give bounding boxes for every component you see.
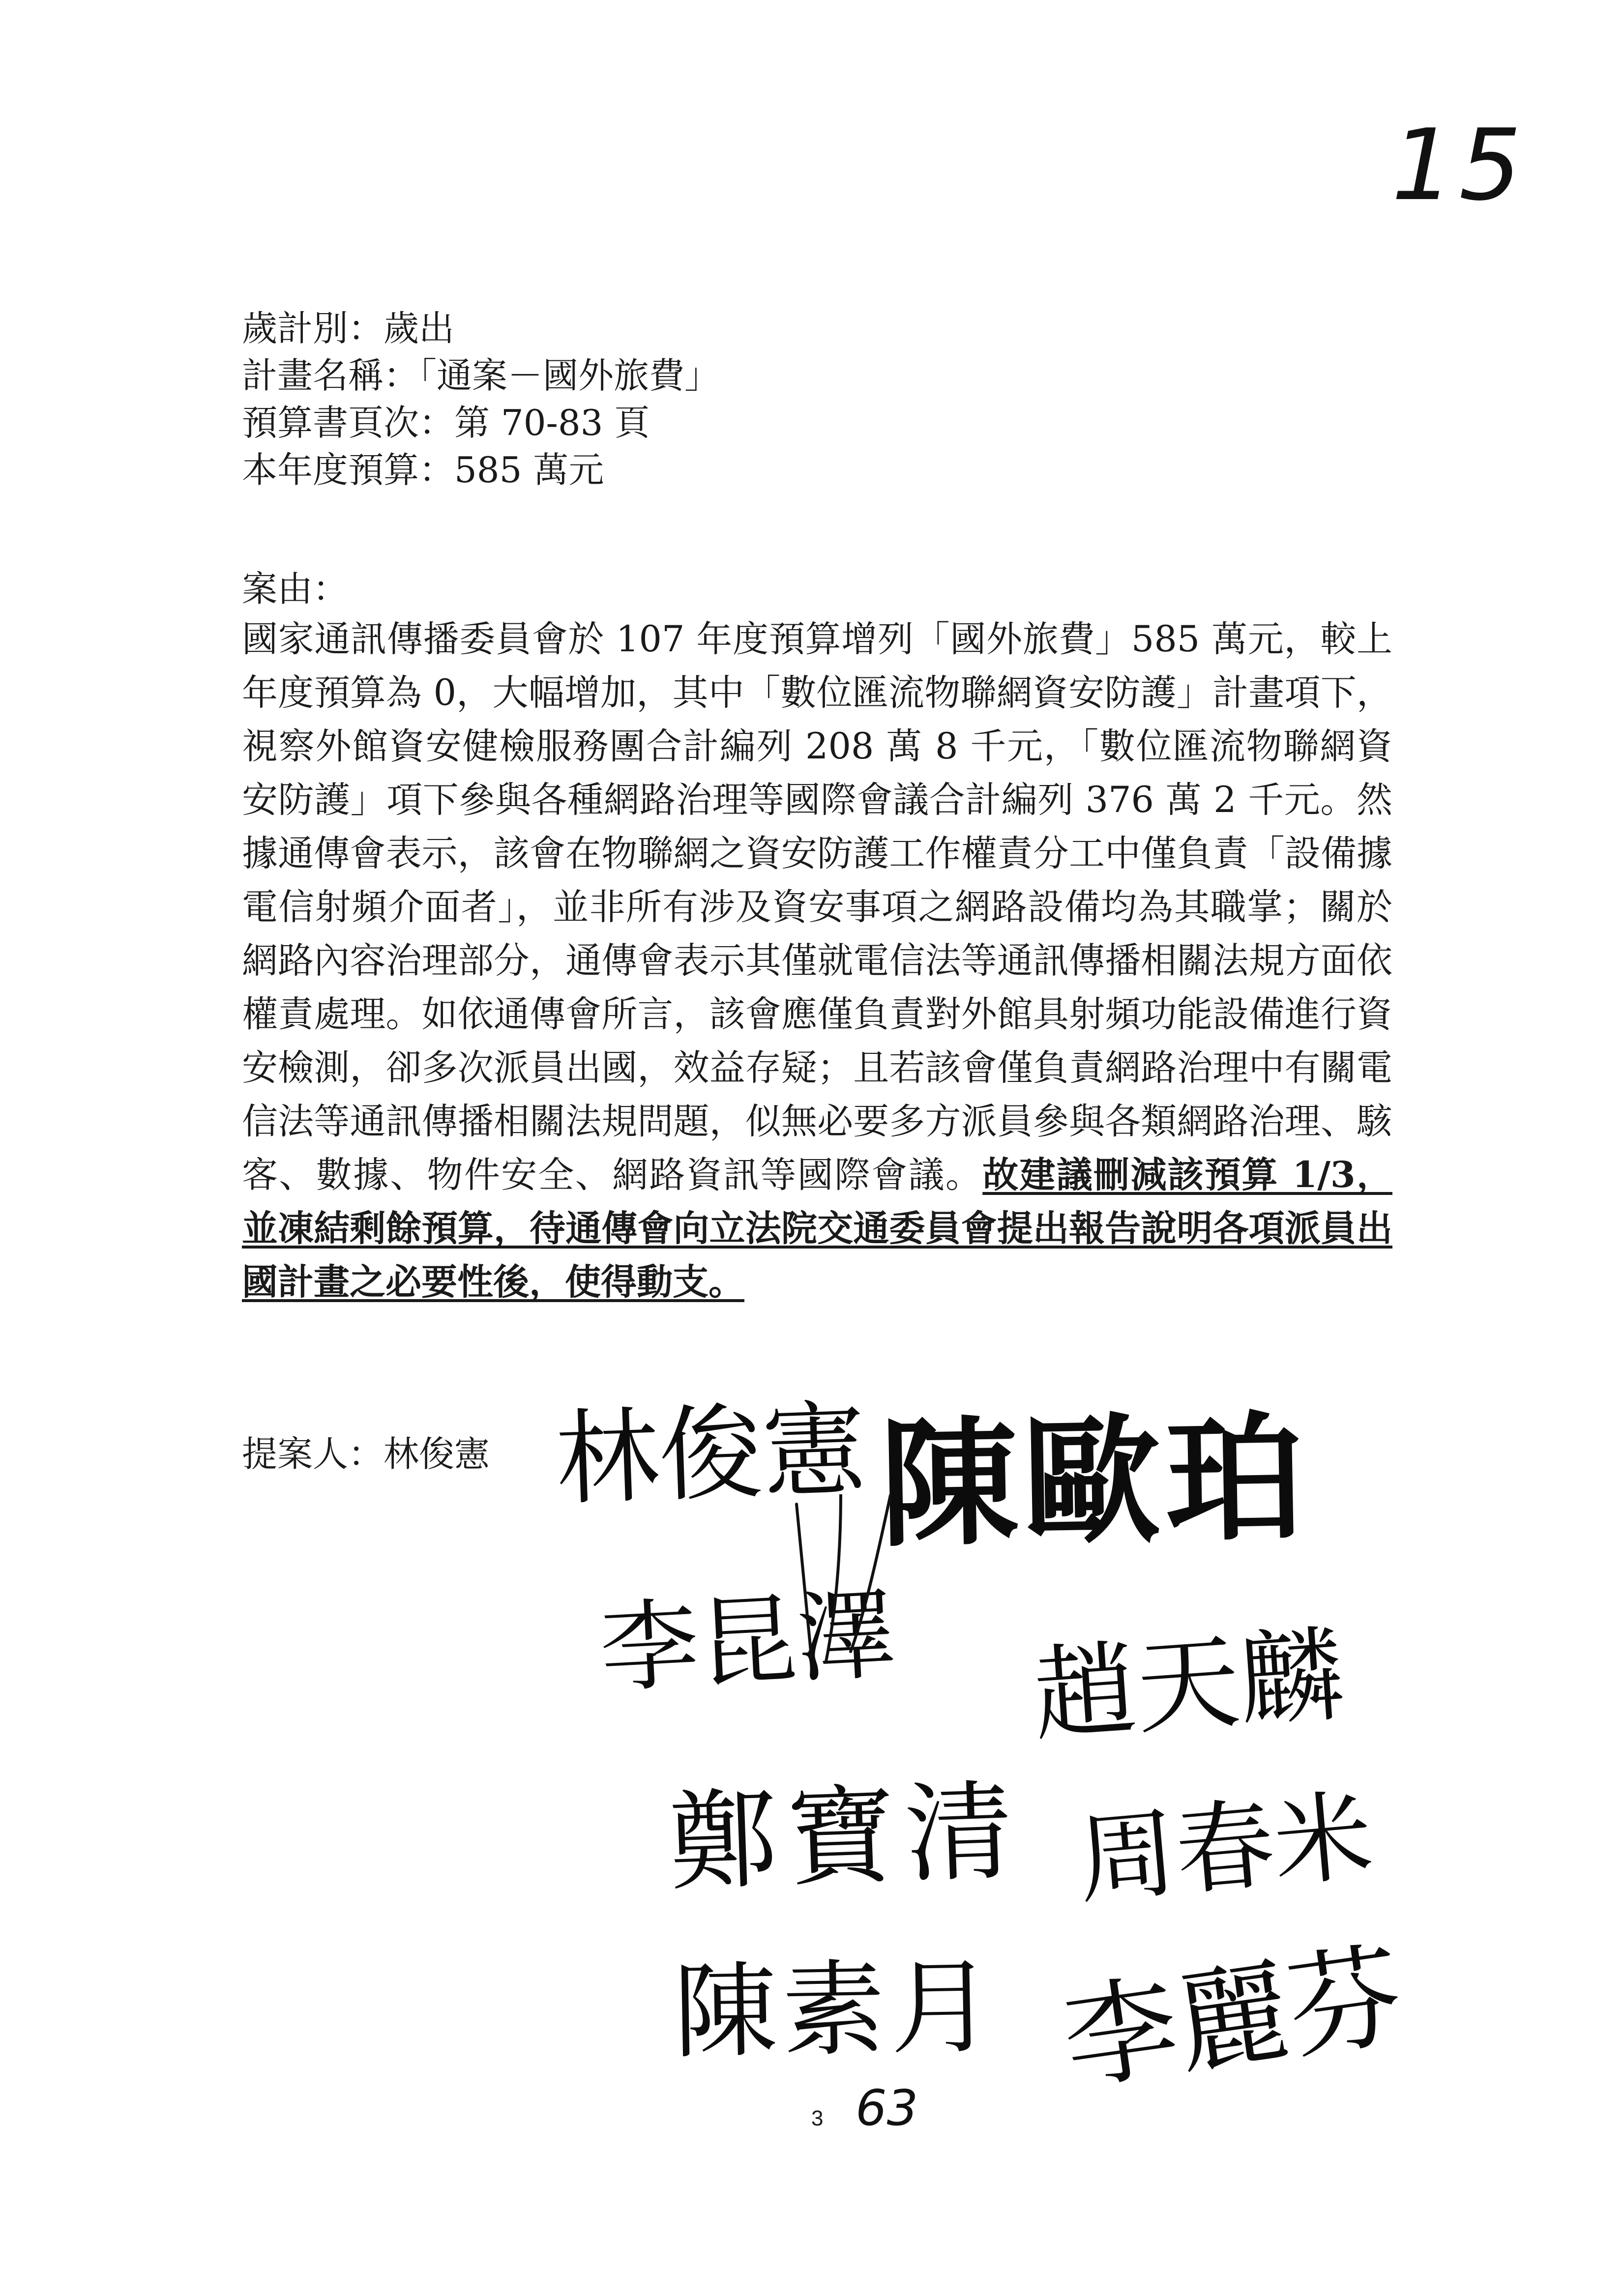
case-label: 案由： bbox=[242, 568, 349, 610]
plan-name: 計畫名稱：「通案－國外旅費」 bbox=[242, 355, 720, 396]
signature-2: 陳歐珀 bbox=[879, 1398, 1310, 1566]
signature-7: 陳素月 bbox=[673, 1947, 1000, 2073]
budget-category: 歲計別：歲出 bbox=[242, 308, 455, 349]
signature-3: 李昆澤 bbox=[597, 1577, 898, 1707]
signature-1: 林俊憲 bbox=[554, 1389, 868, 1520]
page-number: 3 bbox=[811, 2106, 824, 2130]
signature-stroke bbox=[767, 1494, 915, 1691]
signature-6: 周春米 bbox=[1073, 1778, 1377, 1918]
budget-book-pages: 預算書頁次：第 70-83 頁 bbox=[242, 402, 650, 443]
signature-4: 趙天麟 bbox=[1029, 1614, 1347, 1756]
proposer-label: 提案人：林俊憲 bbox=[242, 1433, 490, 1475]
case-body bbox=[242, 612, 1392, 1309]
handwritten-page-number: 15 bbox=[1391, 108, 1527, 223]
case-recommendation: 故建議刪減該預算 1/3，並凍結剩餘預算，待通傳會向立法院交通委員會提出報告說明各項派員出國計畫之必要性後，使得動支。 bbox=[242, 1154, 1392, 1303]
annual-budget: 本年度預算：585 萬元 bbox=[242, 449, 604, 491]
budget-metadata bbox=[242, 305, 1422, 494]
signature-8: 李麗芬 bbox=[1056, 1930, 1411, 2107]
signature-5: 鄭寶清 bbox=[667, 1768, 1025, 1906]
case-body-text: 國家通訊傳播委員會於 107 年度預算增列「國外旅費」585 萬元，較上年度預算為 0，大幅增加，其中「數位匯流物聯網資安防護」計畫項下，視察外館資安健檢服務團合計編列 208 萬 8 千元，「數位匯流物聯網資安防護」項下參與各種網路治理等國際會議合計編列 376 萬 2 千元。然據通傳會表示，該會在物聯網之資安防護工作權責分工中僅負責「設備據電信射頻介面者」，並非所有涉及資安事項之網路設備均為其職掌；關於網路內容治理部分，通傳會表示其僅就電信法等通訊傳播相關法規方面依權責處理。如依通傳會所言，該會應僅負責對外館具射頻功能設備進行資安檢測，卻多次派員出國，效益存疑；且若該會僅負責網路治理中有關電信法等通訊傳播相關法規問題，似無必要多方派員參與各類網路治理、駭客、數據、物件安全、網路資訊等國際會議。 bbox=[242, 618, 1392, 1196]
handwritten-sheet-number: 63 bbox=[856, 2079, 918, 2137]
